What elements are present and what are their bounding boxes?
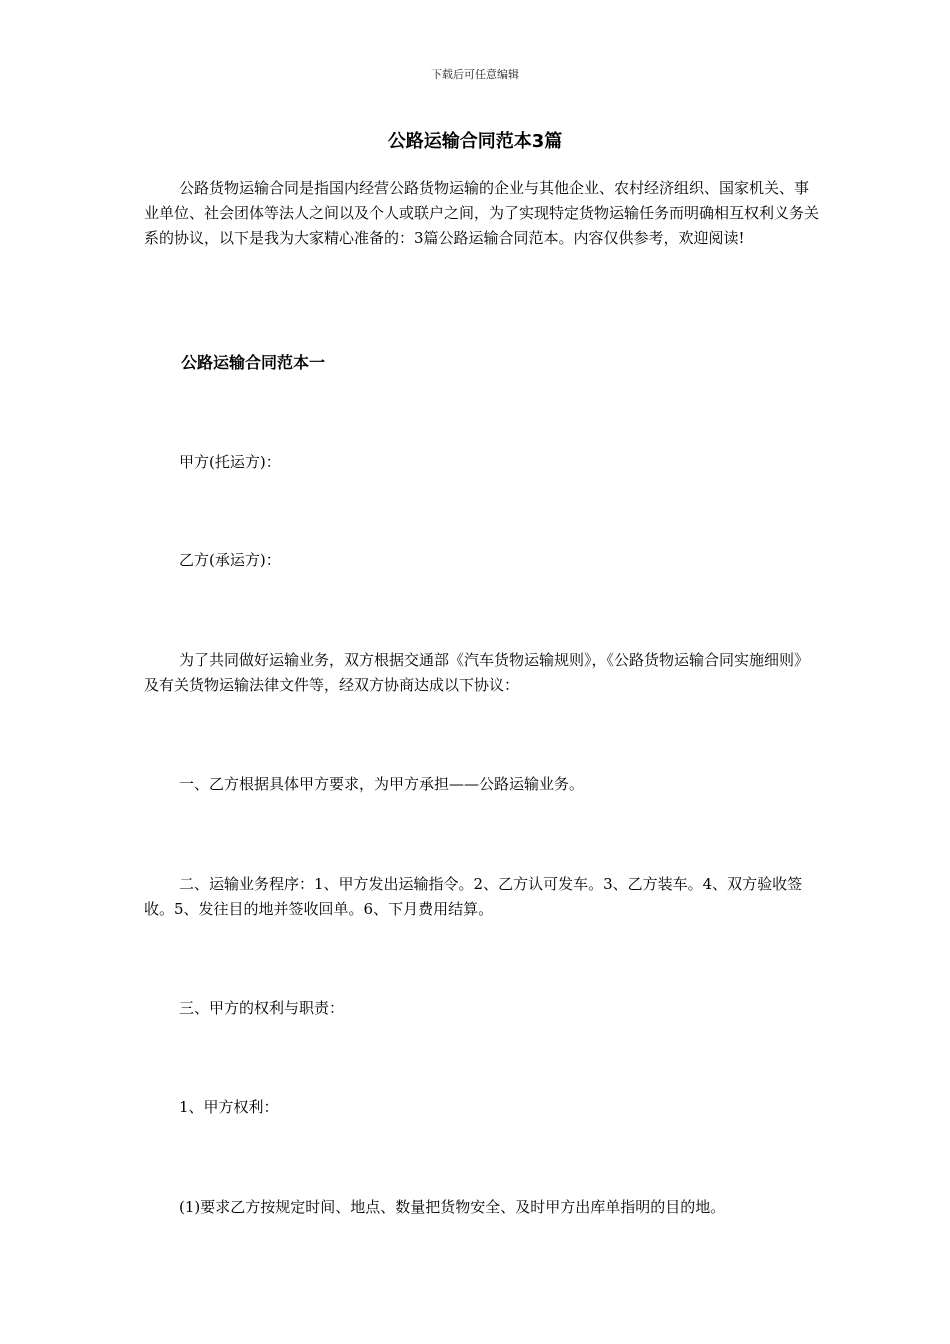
clause-2: 二、运输业务程序：1、甲方发出运输指令。2、乙方认可发车。3、乙方装车。4、双方验收签收。5、发往目的地并签收回单。6、下月费用结算。 bbox=[144, 875, 803, 918]
header-note: 下载后可任意编辑 bbox=[431, 68, 519, 81]
section-heading: 公路运输合同范本一 bbox=[181, 353, 326, 372]
clause-3-1-1: (1)要求乙方按规定时间、地点、数量把货物安全、及时甲方出库单指明的目的地。 bbox=[179, 1198, 726, 1216]
preamble-paragraph: 为了共同做好运输业务，双方根据交通部《汽车货物运输规则》，《公路货物运输合同实施细则》及有关货物运输法律文件等，经双方协商达成以下协议： bbox=[144, 651, 810, 694]
clause-1: 一、乙方根据具体甲方要求，为甲方承担——公路运输业务。 bbox=[179, 775, 585, 793]
intro-paragraph: 公路货物运输合同是指国内经营公路货物运输的企业与其他企业、农村经济组织、国家机关、事业单位、社会团体等法人之间以及个人或联户之间，为了实现特定货物运输任务而明确相互权利义务关系的协议，以下是我为大家精心准备的：3篇公路运输合同范本。内容仅供参考，欢迎阅读! bbox=[144, 179, 820, 247]
document-title: 公路运输合同范本3篇 bbox=[387, 131, 563, 152]
party-a-line: 甲方(托运方)： bbox=[179, 453, 281, 471]
clause-3-1: 1、甲方权利： bbox=[179, 1098, 279, 1116]
party-b-line: 乙方(承运方)： bbox=[179, 551, 281, 569]
clause-3: 三、甲方的权利与职责： bbox=[179, 999, 345, 1017]
